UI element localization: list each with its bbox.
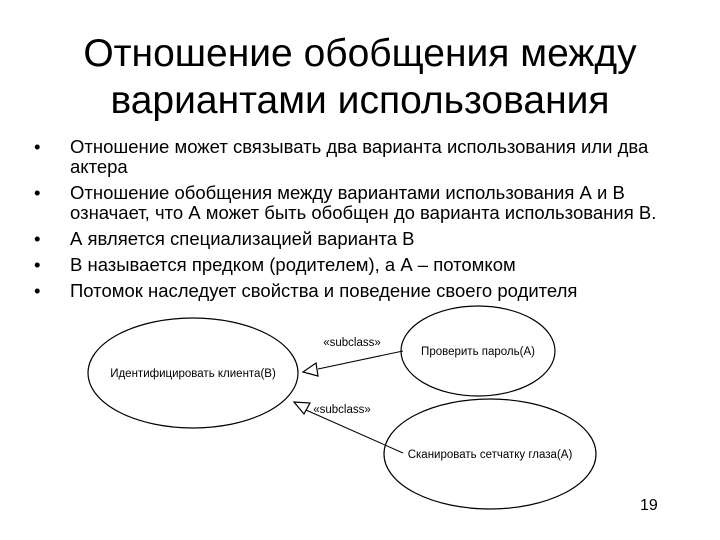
bullet-text: А является специализацией варианта В: [70, 228, 415, 249]
bullet-text: Потомок наследует свойства и поведение своего родителя: [70, 280, 578, 301]
bullet-marker: •: [34, 182, 41, 203]
bullet-marker: •: [34, 280, 41, 301]
bullet-marker: •: [34, 254, 41, 275]
page-number: 19: [640, 497, 658, 514]
relation-label-2: «subclass»: [313, 404, 371, 416]
bullet-text: Отношение может связывать два варианта использования или два актера: [70, 136, 649, 177]
bullet-text: Отношение обобщения между вариантами использования А и В означает, что А может быть обобщен до варианта использования В.: [70, 182, 657, 223]
generalization-line-1: [318, 351, 403, 369]
generalization-line-2: [306, 410, 403, 453]
use-case-parent-label: Идентифицировать клиента(В): [110, 368, 276, 380]
generalization-arrowhead-1: [303, 363, 318, 376]
slide-title: Отношение обобщения между вариантами использования: [83, 32, 637, 122]
relation-label-1: «subclass»: [323, 337, 381, 349]
generalization-arrowhead-2: [294, 402, 310, 414]
use-case-child-2-label: Сканировать сетчатку глаза(А): [407, 449, 573, 461]
use-case-child-1-label: Проверить пароль(А): [421, 346, 535, 358]
bullet-marker: •: [34, 136, 41, 157]
bullet-text: В называется предком (родителем), а А – потомком: [70, 254, 516, 275]
bullet-marker: •: [34, 228, 41, 249]
